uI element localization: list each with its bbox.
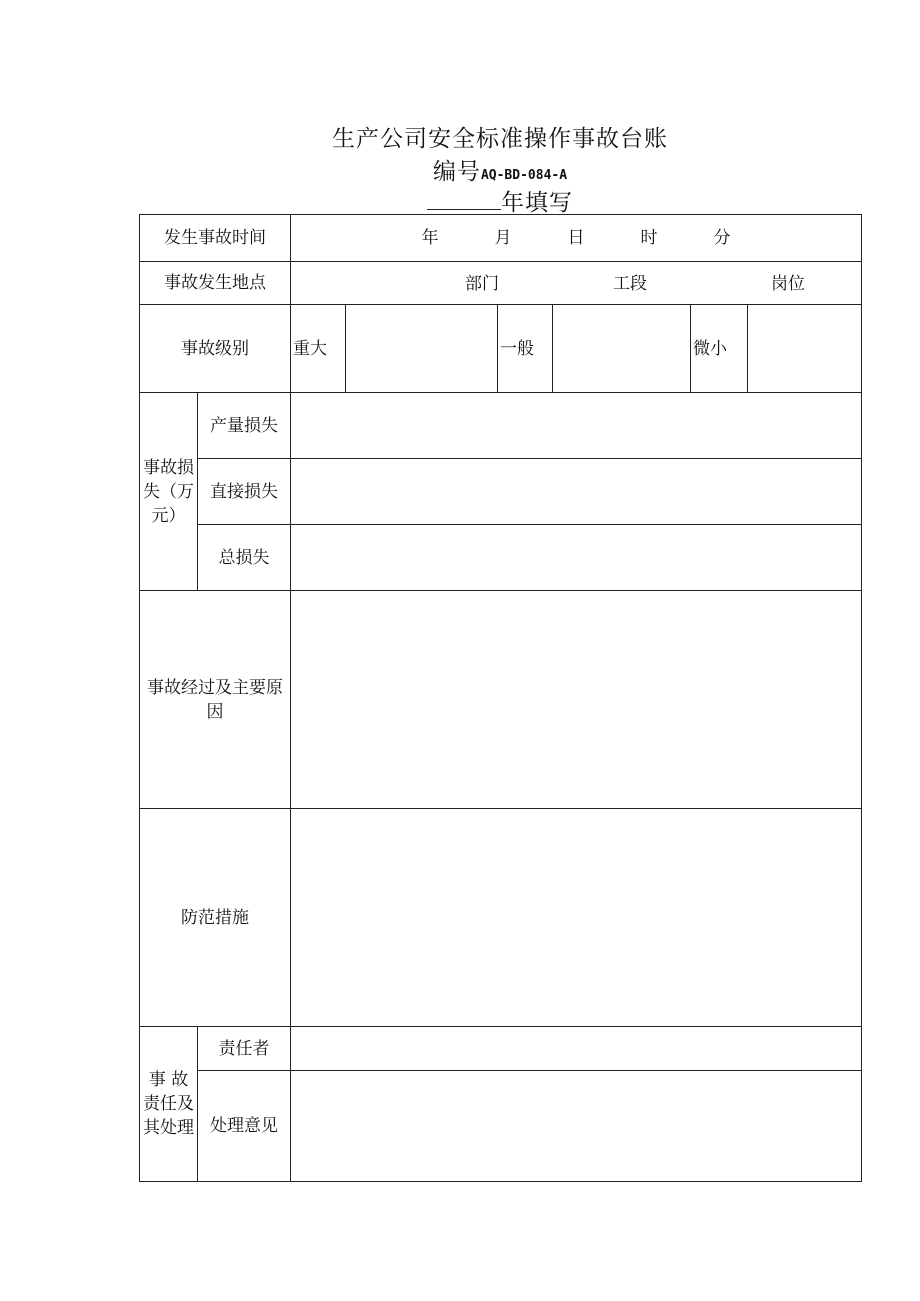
unit-post: 岗位 (771, 274, 805, 294)
level-major-field[interactable] (346, 305, 498, 393)
row-accident-level (140, 305, 862, 393)
year-fill-line (40, 184, 920, 217)
year-suffix: 年填写 (501, 190, 573, 216)
unit-section: 工段 (613, 274, 647, 294)
field-total-loss[interactable] (291, 525, 862, 591)
unit-department: 部门 (465, 274, 499, 294)
code-value: AQ-BD-084-A (480, 168, 568, 183)
unit-minute: 分 (713, 228, 731, 248)
label-cause: 事故经过及主要原因 (140, 591, 291, 809)
unit-day: 日 (567, 228, 585, 248)
label-direct-loss: 直接损失 (198, 459, 291, 525)
field-direct-loss[interactable] (291, 459, 862, 525)
label-output-loss: 产量损失 (198, 393, 291, 459)
row-total-loss (140, 525, 862, 591)
field-responsible[interactable] (291, 1027, 862, 1071)
field-cause[interactable] (291, 591, 862, 809)
row-opinion (140, 1071, 862, 1182)
label-accident-place: 事故发生地点 (140, 262, 291, 305)
label-accident-time: 发生事故时间 (140, 215, 291, 262)
label-total-loss: 总损失 (198, 525, 291, 591)
document-title: 生产公司安全标准操作事故台账 (332, 126, 668, 152)
label-responsible: 责任者 (198, 1027, 291, 1071)
row-accident-time (140, 215, 862, 262)
code-label: 编号 (432, 159, 481, 185)
label-accident-level: 事故级别 (140, 305, 291, 393)
unit-year: 年 (421, 228, 439, 248)
field-opinion[interactable] (291, 1071, 862, 1182)
unit-month: 月 (494, 228, 512, 248)
level-general-field[interactable] (553, 305, 691, 393)
field-accident-place[interactable] (291, 262, 862, 305)
accident-ledger-table (139, 214, 862, 1182)
unit-hour: 时 (640, 228, 658, 248)
row-responsible (140, 1027, 862, 1071)
row-cause (140, 591, 862, 809)
level-minor-label: 微小 (691, 305, 748, 393)
row-output-loss (140, 393, 862, 459)
field-prevention[interactable] (291, 809, 862, 1027)
level-general-label: 一般 (498, 305, 553, 393)
field-accident-time[interactable] (291, 215, 862, 262)
level-major-label: 重大 (291, 305, 346, 393)
label-accident-loss: 事故损失（万元） (140, 393, 198, 591)
row-accident-place (140, 262, 862, 305)
document-code (40, 153, 920, 186)
label-opinion: 处理意见 (198, 1071, 291, 1182)
year-blank[interactable] (427, 191, 501, 210)
label-handling: 事 故 责任及 其处理 (140, 1027, 198, 1182)
level-minor-field[interactable] (748, 305, 862, 393)
field-output-loss[interactable] (291, 393, 862, 459)
row-prevention (140, 809, 862, 1027)
row-direct-loss (140, 459, 862, 525)
label-prevention: 防范措施 (140, 809, 291, 1027)
